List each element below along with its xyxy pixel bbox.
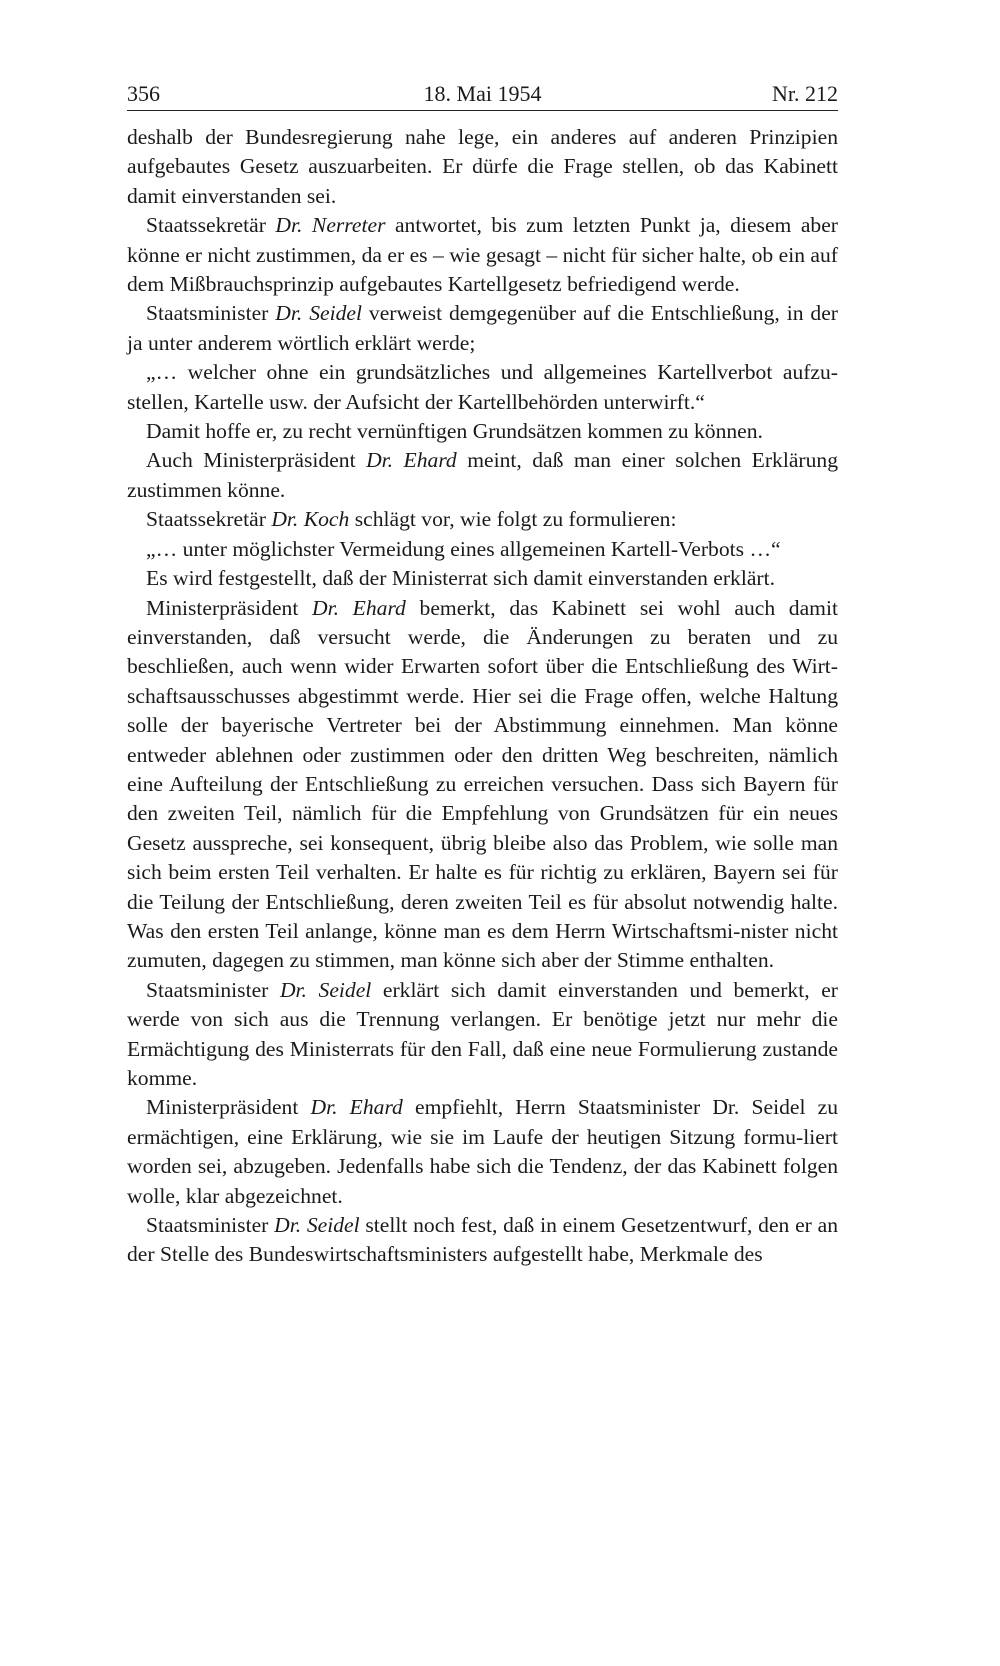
paragraph-text: Es wird festgestellt, daß der Ministerrat sich damit einverstanden erklärt. <box>146 566 776 591</box>
document-number: Nr. 212 <box>772 81 838 106</box>
paragraph <box>127 976 838 1094</box>
paragraph-text: antwortet, bis zum letzten Punkt ja, diesem aber könne er nicht zustimmen, da er es – wie gesagt – nicht für sicher halte, ob ein auf dem Mißbrauchsprinzip aufgebautes Kartellgesetz befriedigend werde. <box>127 213 838 297</box>
paragraph-text: Auch Ministerpräsident <box>146 448 367 473</box>
paragraph-text: deshalb der Bundesregierung nahe lege, ein anderes auf anderen Prinzipien aufgebautes Gesetz auszuarbeiten. Er dürfe die Frage stellen, ob das Kabinett damit einverstanden sei. <box>127 125 838 208</box>
paragraph <box>127 594 838 976</box>
running-header <box>127 78 838 111</box>
paragraph <box>127 505 838 534</box>
page-number: 356 <box>127 81 160 106</box>
paragraph-text: empfiehlt, Herrn Staatsminister Dr. Seidel zu ermächtigen, eine Erklärung, wie sie im Laufe der heutigen Sitzung formu-liert worden sei, abzugeben. Jedenfalls habe sich die Tendenz, der das Kabinett folgen wolle, klar abgezeichnet. <box>127 1095 838 1208</box>
paragraph-text: erklärt sich damit einverstanden und bemerkt, er werde von sich aus die Trennung verlangen. Er benötige jetzt nur mehr die Ermächtigung des Ministerrats für den Fall, daß eine neue Formulierung zustande komme. <box>127 977 838 1090</box>
paragraph-text: „… welcher ohne ein grundsätzliches und allgemeines Kartellverbot aufzu-stellen, Kartelle usw. der Aufsicht der Kartellbehörden unterwirft.“ <box>127 360 838 414</box>
speaker-name: Dr. Ehard <box>312 595 406 620</box>
paragraph <box>127 299 838 358</box>
paragraph-text: stellt noch fest, daß in einem Gesetzentwurf, den er an der Stelle des Bundeswirtschaftsministers aufgestellt habe, Merkmale des <box>127 1213 838 1267</box>
speaker-name: Dr. Ehard <box>310 1095 403 1120</box>
paragraph-text: verweist demgegenüber auf die Entschließung, in der ja unter anderem wörtlich erklärt werde; <box>127 301 839 355</box>
speaker-name: Dr. Seidel <box>274 1213 360 1238</box>
speaker-name: Dr. Seidel <box>275 301 362 326</box>
paragraph-text: Staatsminister <box>146 1213 275 1238</box>
paragraph-text: Ministerpräsident <box>146 1095 311 1120</box>
speaker-name: Dr. Seidel <box>279 977 372 1002</box>
paragraph-text: Staatssekretär <box>146 213 276 238</box>
paragraph-text: Staatsminister <box>146 977 280 1002</box>
paragraph-text: Staatssekretär <box>146 507 272 532</box>
paragraph-text: bemerkt, das Kabinett sei wohl auch damit einverstanden, daß versucht werde, die Änderungen zu beraten und zu beschließen, auch wenn wider Erwarten sofort über die Entschließung des Wirt-schaftsausschusses abgestimmt werde. Hier sei die Frage offen, welche Haltung solle der bayerische Vertreter bei der Abstimmung einnehmen. Man könne entweder ablehnen oder zustimmen oder den dritten Weg beschreiten, nämlich eine Aufteilung der Entschließung zu erreichen versuchen. Dass sich Bayern für den zweiten Teil, nämlich für die Empfehlung von Grundsätzen für ein neues Gesetz ausspreche, sei konsequent, übrig bleibe also das Problem, wie solle man sich beim ersten Teil verhalten. Er halte es für richtig zu erklären, Bayern sei für die Teilung der Entschließung, deren zweiten Teil es für absolut notwendig halte. Was den ersten Teil anlange, könne man es dem Herrn Wirtschaftsmi-nister nicht zumuten, dagegen zu stimmen, man könne sich aber der Stimme enthalten. <box>127 595 838 973</box>
paragraph-text: Damit hoffe er, zu recht vernünftigen Grundsätzen kommen zu können. <box>146 419 763 444</box>
paragraph <box>127 564 838 593</box>
paragraph-text: „… unter möglichster Vermeidung eines allgemeinen Kartell-Verbots …“ <box>146 536 781 561</box>
paragraph <box>127 535 838 564</box>
paragraph-text: meint, daß man einer solchen Erklärung zustimmen könne. <box>127 448 838 502</box>
speaker-name: Dr. Nerreter <box>275 213 386 238</box>
paragraph <box>127 358 838 417</box>
speaker-name: Dr. Ehard <box>366 448 457 473</box>
paragraph <box>127 211 838 299</box>
paragraph <box>127 1211 838 1270</box>
paragraph <box>127 123 838 211</box>
paragraph-text: Staatsminister <box>146 301 276 326</box>
body-text <box>127 123 838 1270</box>
paragraph-text: Ministerpräsident <box>146 595 312 620</box>
paragraph <box>127 417 838 446</box>
speaker-name: Dr. Koch <box>271 507 350 532</box>
paragraph <box>127 446 838 505</box>
document-page <box>127 78 838 1270</box>
paragraph-text: schlägt vor, wie folgt zu formulieren: <box>349 507 677 532</box>
paragraph <box>127 1093 838 1211</box>
header-date: 18. Mai 1954 <box>423 81 542 106</box>
